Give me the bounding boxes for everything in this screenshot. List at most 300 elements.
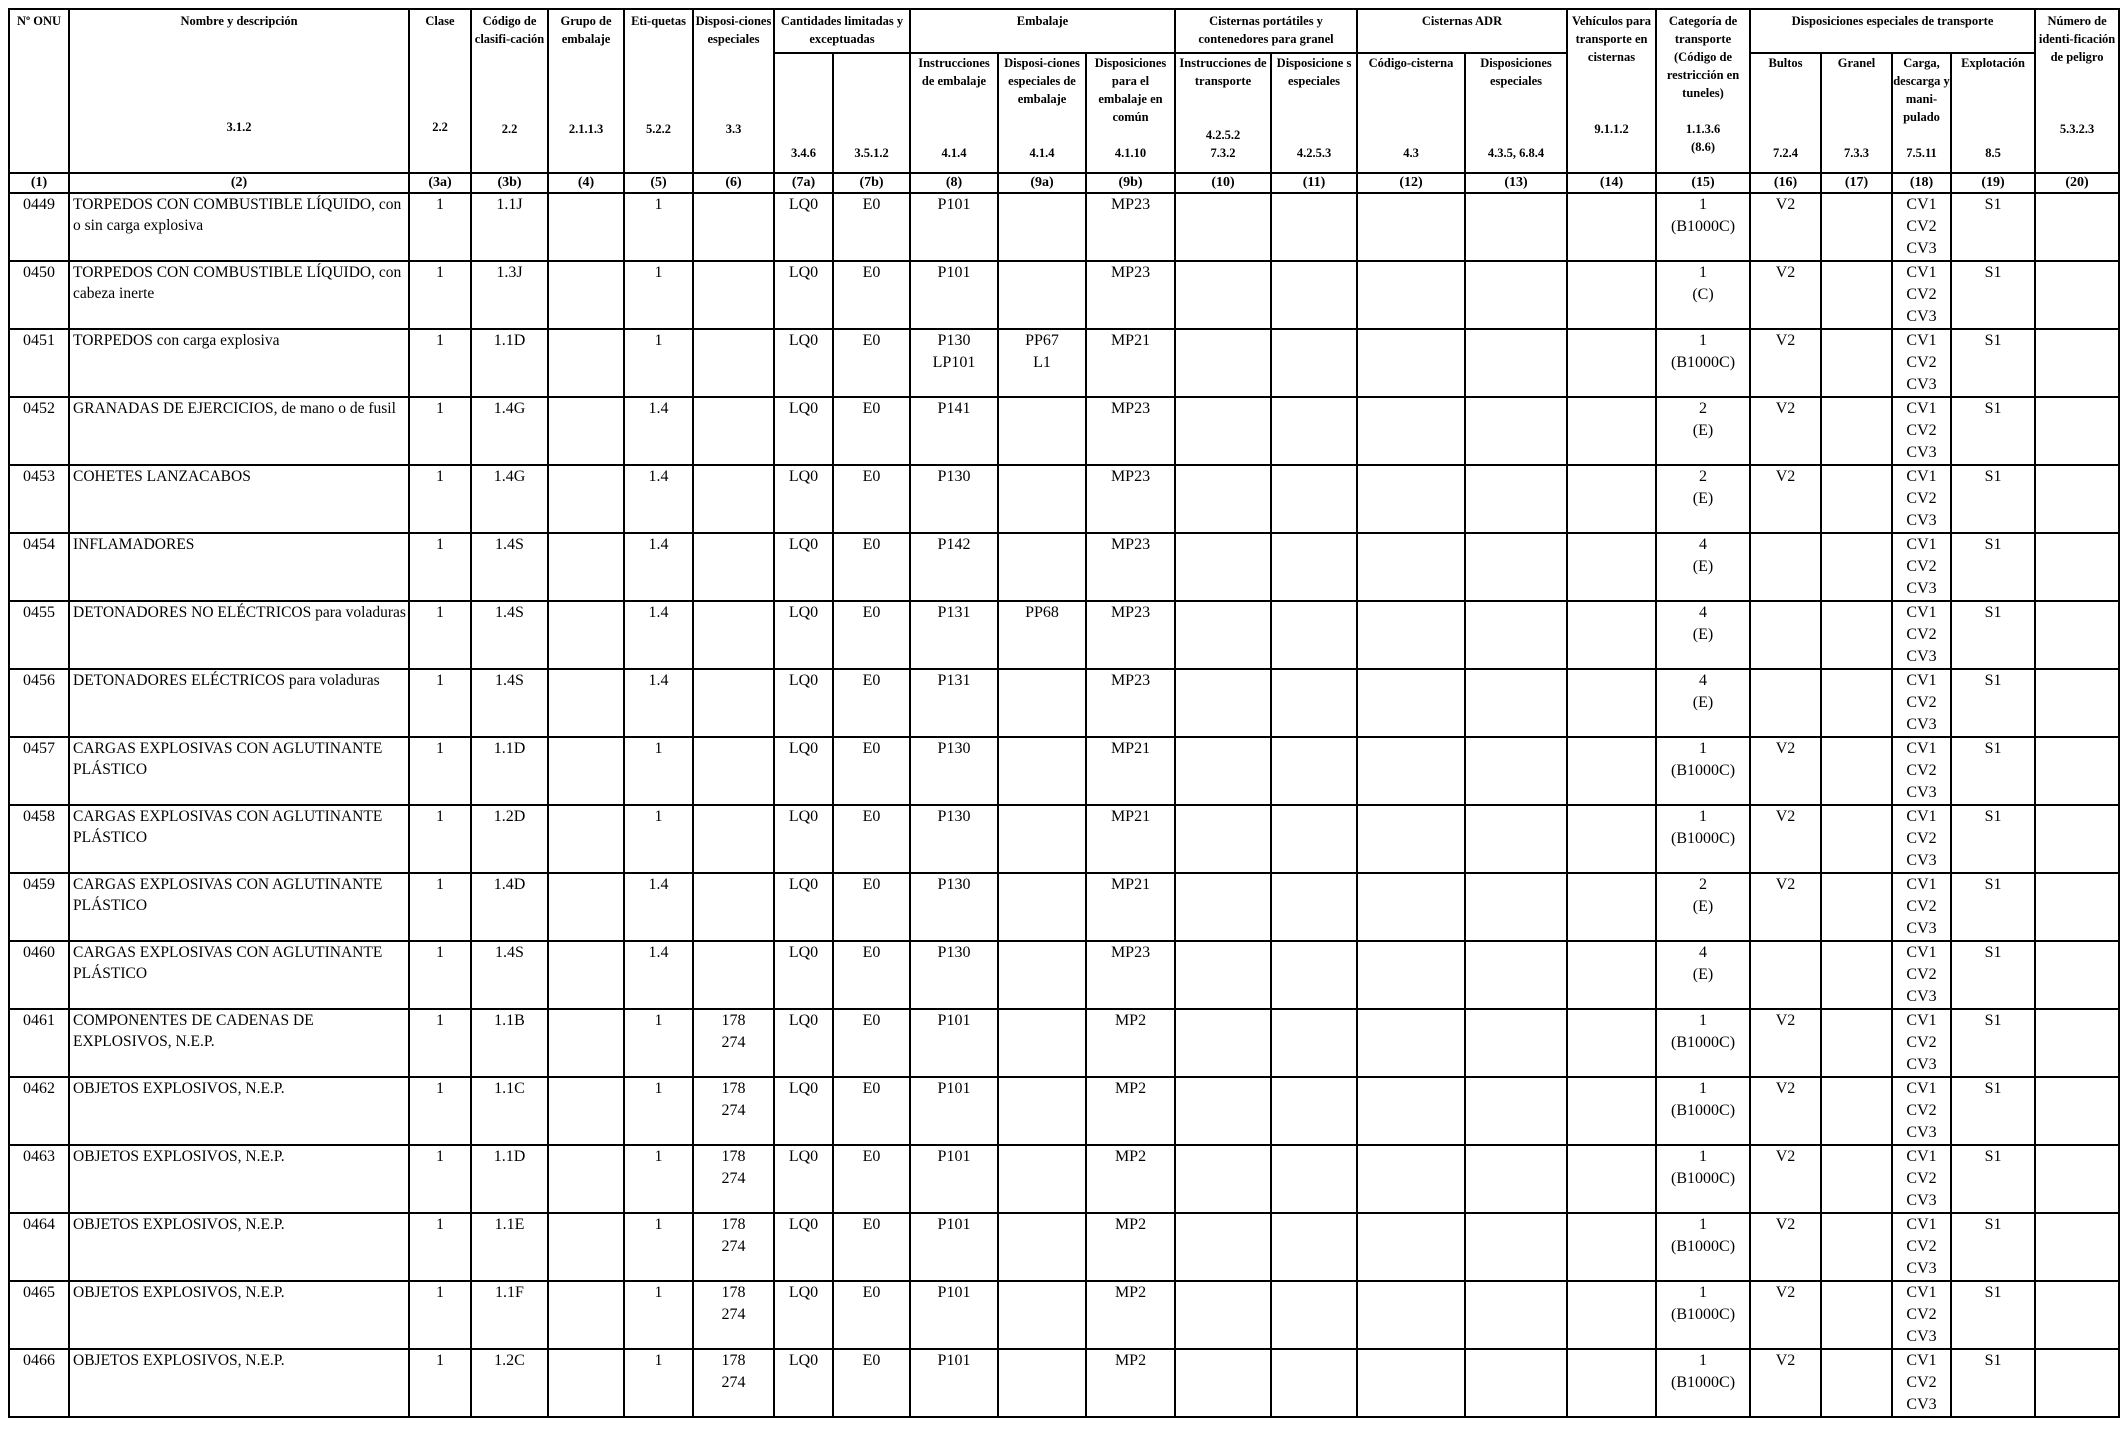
bulk-cell	[1821, 873, 1892, 941]
header-name: Nombre y descripción 3.1.2	[69, 9, 409, 173]
transport-category-line: (E)	[1692, 626, 1714, 643]
bulk-cell	[1821, 397, 1892, 465]
un-number-cell: 0457	[9, 737, 69, 805]
transport-category-line: 2	[1699, 876, 1708, 893]
packing-instructions-line: P130	[937, 332, 971, 349]
tank-code-cell	[1357, 941, 1465, 1009]
tank-code-cell	[1357, 261, 1465, 329]
loading-handling-line: CV1	[1906, 196, 1937, 213]
tank-instructions-cell	[1175, 329, 1271, 397]
tank-vehicle-cell	[1567, 873, 1656, 941]
labels-cell: 1	[624, 261, 693, 329]
packing-instructions-line: P130	[937, 468, 971, 485]
transport-category-cell	[1656, 193, 1750, 261]
mixed-packing-cell: MP2	[1086, 1349, 1175, 1417]
bulk-cell	[1821, 1145, 1892, 1213]
special-provisions-line: 178	[721, 1216, 746, 1233]
labels-cell: 1.4	[624, 941, 693, 1009]
header-packages: Bultos 7.2.4	[1750, 53, 1821, 173]
loading-handling-cell	[1892, 465, 1951, 533]
limited-quantity-cell: LQ0	[774, 941, 833, 1009]
tank-code-cell	[1357, 601, 1465, 669]
transport-category-line: (E)	[1692, 558, 1714, 575]
header-transport-category: Categoría de transporte (Código de restricción en tuneles) 1.1.3.6 (8.6)	[1656, 9, 1750, 173]
transport-category-cell	[1656, 1281, 1750, 1349]
packing-instructions-line: P101	[937, 1148, 971, 1165]
mixed-packing-cell: MP21	[1086, 329, 1175, 397]
column-number: (15)	[1656, 173, 1750, 193]
transport-category-line: (B1000C)	[1671, 830, 1736, 847]
labels-cell: 1.4	[624, 465, 693, 533]
column-number: (1)	[9, 173, 69, 193]
loading-handling-line: CV3	[1906, 1260, 1937, 1277]
un-number-cell: 0458	[9, 805, 69, 873]
tank-vehicle-cell	[1567, 805, 1656, 873]
tank-code-cell	[1357, 1281, 1465, 1349]
packing-group-cell	[548, 261, 624, 329]
classification-code-cell: 1.4G	[471, 397, 548, 465]
bulk-cell	[1821, 805, 1892, 873]
packing-group-cell	[548, 737, 624, 805]
adr-special-provisions-cell	[1465, 873, 1567, 941]
tank-vehicle-cell	[1567, 1281, 1656, 1349]
tank-instructions-cell	[1175, 1213, 1271, 1281]
table-row	[9, 1145, 2119, 1213]
special-provisions-cell	[693, 1349, 774, 1417]
class-cell: 1	[409, 805, 471, 873]
packages-cell: V2	[1750, 737, 1821, 805]
loading-handling-line: CV1	[1906, 264, 1937, 281]
limited-quantity-cell: LQ0	[774, 1281, 833, 1349]
tank-special-provisions-cell	[1271, 1145, 1357, 1213]
adr-special-provisions-cell	[1465, 1349, 1567, 1417]
packing-instructions-cell	[910, 1009, 998, 1077]
class-cell: 1	[409, 1213, 471, 1281]
classification-code-cell: 1.1B	[471, 1009, 548, 1077]
transport-category-cell	[1656, 737, 1750, 805]
table-row	[9, 873, 2119, 941]
excepted-quantity-cell: E0	[833, 941, 910, 1009]
special-packing-provisions-cell	[998, 1009, 1086, 1077]
table-row	[9, 805, 2119, 873]
packages-cell: V2	[1750, 805, 1821, 873]
special-provisions-cell	[693, 601, 774, 669]
labels-cell: 1	[624, 1349, 693, 1417]
un-number-cell: 0450	[9, 261, 69, 329]
mixed-packing-cell: MP23	[1086, 397, 1175, 465]
loading-handling-line: CV2	[1906, 1102, 1937, 1119]
class-cell: 1	[409, 261, 471, 329]
classification-code-cell: 1.1D	[471, 737, 548, 805]
loading-handling-line: CV3	[1906, 1192, 1937, 1209]
special-provisions-cell	[693, 465, 774, 533]
special-provisions-line: 178	[721, 1148, 746, 1165]
tank-instructions-cell	[1175, 533, 1271, 601]
hazard-id-cell	[2035, 601, 2119, 669]
limited-quantity-cell: LQ0	[774, 873, 833, 941]
column-number: (13)	[1465, 173, 1567, 193]
special-provisions-cell	[693, 1145, 774, 1213]
transport-category-cell	[1656, 465, 1750, 533]
packing-group-cell	[548, 329, 624, 397]
loading-handling-line: CV2	[1906, 286, 1937, 303]
excepted-quantity-cell: E0	[833, 1349, 910, 1417]
classification-code-cell: 1.1J	[471, 193, 548, 261]
class-cell: 1	[409, 873, 471, 941]
dangerous-goods-table-page	[8, 8, 2118, 1418]
tank-vehicle-cell	[1567, 533, 1656, 601]
hazard-id-cell	[2035, 1009, 2119, 1077]
transport-category-cell	[1656, 873, 1750, 941]
hazard-id-cell	[2035, 873, 2119, 941]
mixed-packing-cell: MP21	[1086, 805, 1175, 873]
class-cell: 1	[409, 329, 471, 397]
special-provisions-cell	[693, 941, 774, 1009]
transport-category-line: 1	[1699, 1216, 1708, 1233]
classification-code-cell: 1.2D	[471, 805, 548, 873]
limited-quantity-cell: LQ0	[774, 397, 833, 465]
loading-handling-line: CV2	[1906, 762, 1937, 779]
header-adr-tanks-group: Cisternas ADR	[1357, 9, 1567, 53]
labels-cell: 1.4	[624, 533, 693, 601]
excepted-quantity-cell: E0	[833, 601, 910, 669]
tank-special-provisions-cell	[1271, 261, 1357, 329]
limited-quantity-cell: LQ0	[774, 465, 833, 533]
un-number-cell: 0451	[9, 329, 69, 397]
header-loading-unloading-handling: Carga, descarga y mani-pulado 7.5.11	[1892, 53, 1951, 173]
loading-handling-line: CV3	[1906, 512, 1937, 529]
header-special-provisions: Disposi-ciones especiales 3.3	[693, 9, 774, 173]
transport-category-cell	[1656, 1145, 1750, 1213]
labels-cell: 1.4	[624, 669, 693, 737]
hazard-id-cell	[2035, 941, 2119, 1009]
loading-handling-line: CV3	[1906, 988, 1937, 1005]
loading-handling-line: CV3	[1906, 580, 1937, 597]
operation-cell: S1	[1951, 873, 2035, 941]
tank-instructions-cell	[1175, 873, 1271, 941]
bulk-cell	[1821, 329, 1892, 397]
packing-instructions-line: P130	[937, 876, 971, 893]
packing-instructions-cell	[910, 533, 998, 601]
transport-category-line: (B1000C)	[1671, 1306, 1736, 1323]
packing-group-cell	[548, 1145, 624, 1213]
special-provisions-cell	[693, 669, 774, 737]
tank-special-provisions-cell	[1271, 193, 1357, 261]
special-packing-provisions-cell	[998, 465, 1086, 533]
header-special-transport-provisions-group: Disposiciones especiales de transporte	[1750, 9, 2035, 53]
header-operation: Explotación 8.5	[1951, 53, 2035, 173]
loading-handling-cell	[1892, 873, 1951, 941]
transport-category-line: 2	[1699, 468, 1708, 485]
mixed-packing-cell: MP2	[1086, 1077, 1175, 1145]
classification-code-cell: 1.1F	[471, 1281, 548, 1349]
tank-code-cell	[1357, 329, 1465, 397]
transport-category-line: 4	[1699, 536, 1708, 553]
transport-category-line: 4	[1699, 604, 1708, 621]
header-bulk: Granel 7.3.3	[1821, 53, 1892, 173]
loading-handling-cell	[1892, 397, 1951, 465]
un-number-cell: 0466	[9, 1349, 69, 1417]
transport-category-line: 1	[1699, 740, 1708, 757]
transport-category-cell	[1656, 261, 1750, 329]
tank-instructions-cell	[1175, 941, 1271, 1009]
special-packing-provisions-cell	[998, 261, 1086, 329]
table-row	[9, 737, 2119, 805]
adr-special-provisions-cell	[1465, 1281, 1567, 1349]
special-packing-provisions-cell	[998, 1281, 1086, 1349]
class-cell: 1	[409, 465, 471, 533]
packing-instructions-line: LP101	[932, 354, 976, 371]
transport-category-cell	[1656, 1077, 1750, 1145]
loading-handling-cell	[1892, 329, 1951, 397]
tank-vehicle-cell	[1567, 601, 1656, 669]
transport-category-cell	[1656, 329, 1750, 397]
special-provisions-cell	[693, 397, 774, 465]
mixed-packing-cell: MP23	[1086, 465, 1175, 533]
tank-instructions-cell	[1175, 669, 1271, 737]
tank-special-provisions-cell	[1271, 1009, 1357, 1077]
excepted-quantity-cell: E0	[833, 1281, 910, 1349]
hazard-id-cell	[2035, 1349, 2119, 1417]
special-provisions-line: 178	[721, 1352, 746, 1369]
column-number: (16)	[1750, 173, 1821, 193]
transport-category-line: (B1000C)	[1671, 218, 1736, 235]
packing-instructions-cell	[910, 261, 998, 329]
column-number: (19)	[1951, 173, 2035, 193]
tank-code-cell	[1357, 1349, 1465, 1417]
tank-vehicle-cell	[1567, 261, 1656, 329]
packing-instructions-line: P101	[937, 264, 971, 281]
packing-group-cell	[548, 465, 624, 533]
table-row	[9, 465, 2119, 533]
header-mixed-packing-provisions: Disposiciones para el embalaje en común 4.1.10	[1086, 53, 1175, 173]
adr-special-provisions-cell	[1465, 737, 1567, 805]
class-cell: 1	[409, 1009, 471, 1077]
header-limited-excepted-quantities: Cantidades limitadas y exceptuadas	[774, 9, 910, 53]
special-packing-provisions-cell	[998, 1213, 1086, 1281]
packages-cell: V2	[1750, 329, 1821, 397]
loading-handling-line: CV1	[1906, 944, 1937, 961]
tank-code-cell	[1357, 737, 1465, 805]
transport-category-cell	[1656, 669, 1750, 737]
loading-handling-line: CV2	[1906, 1034, 1937, 1051]
tank-special-provisions-cell	[1271, 805, 1357, 873]
tank-instructions-cell	[1175, 397, 1271, 465]
packing-group-cell	[548, 1349, 624, 1417]
special-packing-provisions-line: L1	[1033, 354, 1051, 371]
transport-category-line: (B1000C)	[1671, 1170, 1736, 1187]
excepted-quantity-cell: E0	[833, 873, 910, 941]
loading-handling-line: CV2	[1906, 966, 1937, 983]
packages-cell	[1750, 669, 1821, 737]
tank-instructions-cell	[1175, 737, 1271, 805]
classification-code-cell: 1.4D	[471, 873, 548, 941]
loading-handling-line: CV2	[1906, 694, 1937, 711]
loading-handling-line: CV2	[1906, 490, 1937, 507]
packing-instructions-cell	[910, 1349, 998, 1417]
un-number-cell: 0462	[9, 1077, 69, 1145]
name-cell: OBJETOS EXPLOSIVOS, N.E.P.	[69, 1077, 409, 1145]
name-cell: TORPEDOS con carga explosiva	[69, 329, 409, 397]
special-provisions-line: 178	[721, 1080, 746, 1097]
special-provisions-line: 178	[721, 1012, 746, 1029]
loading-handling-line: CV1	[1906, 1080, 1937, 1097]
tank-special-provisions-cell	[1271, 397, 1357, 465]
loading-handling-cell	[1892, 1281, 1951, 1349]
column-number: (9a)	[998, 173, 1086, 193]
packing-group-cell	[548, 397, 624, 465]
un-number-cell: 0453	[9, 465, 69, 533]
tank-vehicle-cell	[1567, 397, 1656, 465]
mixed-packing-cell: MP21	[1086, 873, 1175, 941]
packing-instructions-line: P101	[937, 1284, 971, 1301]
header-portable-tanks-group: Cisternas portátiles y contenedores para granel	[1175, 9, 1357, 53]
transport-category-cell	[1656, 397, 1750, 465]
limited-quantity-cell: LQ0	[774, 601, 833, 669]
excepted-quantity-cell: E0	[833, 1213, 910, 1281]
limited-quantity-cell: LQ0	[774, 805, 833, 873]
special-provisions-line: 274	[721, 1306, 746, 1323]
packing-instructions-cell	[910, 397, 998, 465]
excepted-quantity-cell: E0	[833, 1145, 910, 1213]
class-cell: 1	[409, 737, 471, 805]
class-cell: 1	[409, 669, 471, 737]
packing-instructions-cell	[910, 1145, 998, 1213]
mixed-packing-cell: MP23	[1086, 533, 1175, 601]
limited-quantity-cell: LQ0	[774, 1145, 833, 1213]
classification-code-cell: 1.1C	[471, 1077, 548, 1145]
limited-quantity-cell: LQ0	[774, 261, 833, 329]
operation-cell: S1	[1951, 1213, 2035, 1281]
tank-code-cell	[1357, 193, 1465, 261]
tank-code-cell	[1357, 669, 1465, 737]
loading-handling-line: CV2	[1906, 830, 1937, 847]
tank-code-cell	[1357, 873, 1465, 941]
loading-handling-cell	[1892, 1213, 1951, 1281]
loading-handling-line: CV1	[1906, 400, 1937, 417]
packing-instructions-cell	[910, 805, 998, 873]
loading-handling-line: CV1	[1906, 1352, 1937, 1369]
operation-cell: S1	[1951, 737, 2035, 805]
classification-code-cell: 1.1D	[471, 329, 548, 397]
loading-handling-line: CV3	[1906, 852, 1937, 869]
name-cell: GRANADAS DE EJERCICIOS, de mano o de fusil	[69, 397, 409, 465]
table-row	[9, 1349, 2119, 1417]
header-tank-instructions: Instrucciones de transporte 4.2.5.2 7.3.2	[1175, 53, 1271, 173]
loading-handling-line: CV3	[1906, 1056, 1937, 1073]
operation-cell: S1	[1951, 1077, 2035, 1145]
table-row	[9, 601, 2119, 669]
hazard-id-cell	[2035, 1281, 2119, 1349]
loading-handling-cell	[1892, 805, 1951, 873]
packing-instructions-cell	[910, 941, 998, 1009]
column-number: (7b)	[833, 173, 910, 193]
tank-instructions-cell	[1175, 465, 1271, 533]
column-number-row	[9, 173, 2119, 193]
tank-special-provisions-cell	[1271, 1077, 1357, 1145]
classification-code-cell: 1.4S	[471, 941, 548, 1009]
table-row	[9, 329, 2119, 397]
loading-handling-cell	[1892, 533, 1951, 601]
classification-code-cell: 1.1D	[471, 1145, 548, 1213]
mixed-packing-cell: MP23	[1086, 941, 1175, 1009]
packing-instructions-cell	[910, 873, 998, 941]
loading-handling-cell	[1892, 1145, 1951, 1213]
name-cell: CARGAS EXPLOSIVAS CON AGLUTINANTE PLÁSTICO	[69, 873, 409, 941]
limited-quantity-cell: LQ0	[774, 1009, 833, 1077]
tank-special-provisions-cell	[1271, 737, 1357, 805]
tank-vehicle-cell	[1567, 193, 1656, 261]
special-provisions-cell	[693, 193, 774, 261]
classification-code-cell: 1.2C	[471, 1349, 548, 1417]
loading-handling-line: CV1	[1906, 604, 1937, 621]
classification-code-cell: 1.4G	[471, 465, 548, 533]
column-number: (5)	[624, 173, 693, 193]
special-provisions-line: 274	[721, 1238, 746, 1255]
labels-cell: 1	[624, 1213, 693, 1281]
adr-special-provisions-cell	[1465, 261, 1567, 329]
excepted-quantity-cell: E0	[833, 669, 910, 737]
tank-special-provisions-cell	[1271, 601, 1357, 669]
hazard-id-cell	[2035, 193, 2119, 261]
transport-category-cell	[1656, 1009, 1750, 1077]
labels-cell: 1	[624, 1077, 693, 1145]
loading-handling-line: CV1	[1906, 876, 1937, 893]
bulk-cell	[1821, 261, 1892, 329]
operation-cell: S1	[1951, 533, 2035, 601]
tank-vehicle-cell	[1567, 1077, 1656, 1145]
mixed-packing-cell: MP23	[1086, 669, 1175, 737]
bulk-cell	[1821, 737, 1892, 805]
special-provisions-cell	[693, 1281, 774, 1349]
packing-group-cell	[548, 193, 624, 261]
special-packing-provisions-cell	[998, 533, 1086, 601]
bulk-cell	[1821, 193, 1892, 261]
special-packing-provisions-cell	[998, 805, 1086, 873]
packing-instructions-line: P130	[937, 808, 971, 825]
column-number: (14)	[1567, 173, 1656, 193]
packing-instructions-line: P141	[937, 400, 971, 417]
dangerous-goods-table	[8, 8, 2120, 1418]
packages-cell: V2	[1750, 261, 1821, 329]
tank-vehicle-cell	[1567, 1009, 1656, 1077]
packages-cell: V2	[1750, 873, 1821, 941]
packing-group-cell	[548, 805, 624, 873]
header-tank-special-provisions: Disposicione s especiales 4.2.5.3	[1271, 53, 1357, 173]
packages-cell	[1750, 941, 1821, 1009]
packages-cell: V2	[1750, 1145, 1821, 1213]
limited-quantity-cell: LQ0	[774, 329, 833, 397]
tank-special-provisions-cell	[1271, 669, 1357, 737]
excepted-quantity-cell: E0	[833, 397, 910, 465]
header-classification-code: Código de clasifi-cación 2.2	[471, 9, 548, 173]
labels-cell: 1.4	[624, 601, 693, 669]
tank-vehicle-cell	[1567, 465, 1656, 533]
transport-category-line: 1	[1699, 264, 1708, 281]
table-row	[9, 1213, 2119, 1281]
header-excepted-quantities: 3.5.1.2	[833, 53, 910, 173]
column-number: (18)	[1892, 173, 1951, 193]
adr-special-provisions-cell	[1465, 1213, 1567, 1281]
special-packing-provisions-cell	[998, 669, 1086, 737]
loading-handling-line: CV1	[1906, 1012, 1937, 1029]
tank-code-cell	[1357, 805, 1465, 873]
transport-category-line: 1	[1699, 1148, 1708, 1165]
table-row	[9, 193, 2119, 261]
operation-cell: S1	[1951, 805, 2035, 873]
classification-code-cell: 1.4S	[471, 533, 548, 601]
adr-special-provisions-cell	[1465, 941, 1567, 1009]
